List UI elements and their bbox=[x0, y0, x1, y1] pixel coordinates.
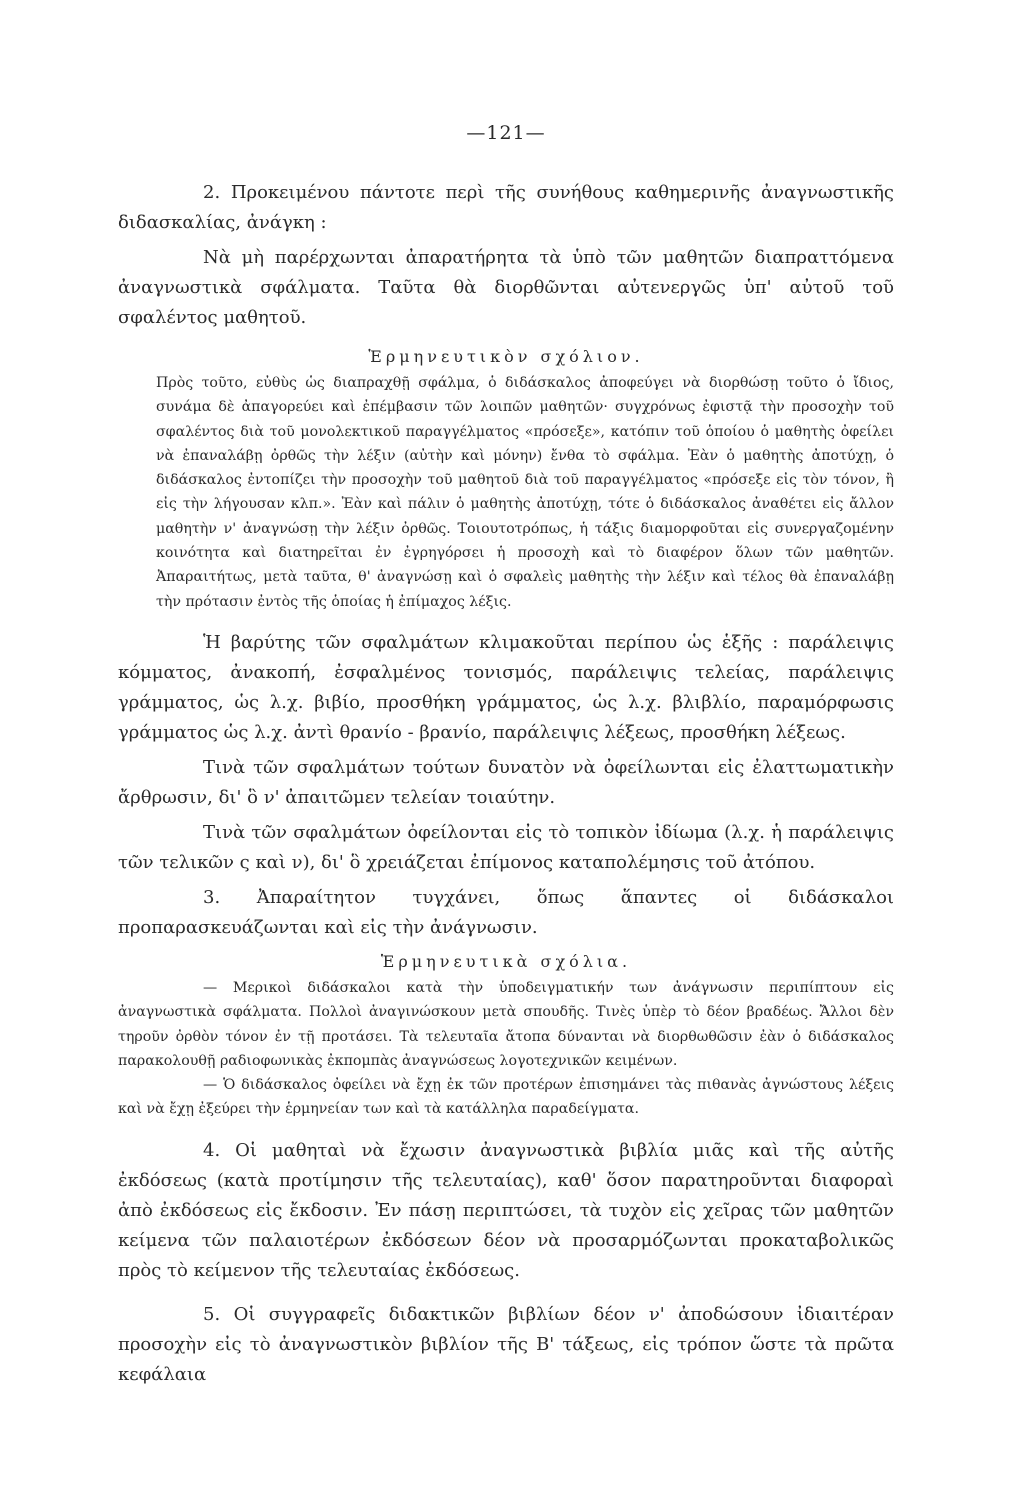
section-5-paragraph: 5. Οἱ συγγραφεῖς διδακτικῶν βιβλίων δέον ν' ἀποδώσουν ἰδιαιτέραν προσοχὴν εἰς τὸ ἀναγνωστικὸν βιβλίον τῆς Β' τάξεως, εἰς τρόπον ὥστε τὰ πρῶτα κεφάλαια bbox=[118, 1303, 894, 1385]
section-4-paragraph: 4. Οἱ μαθηταὶ νὰ ἔχωσιν ἀναγνωστικὰ βιβλία μιᾶς καὶ τῆς αὐτῆς ἐκδόσεως (κατὰ προτίμησιν τῆς τελευταίας), καθ' ὅσον παρατηροῦνται διαφοραὶ ἀπὸ ἐκδόσεως εἰς ἔκδοσιν. Ἐν πάσῃ περιπτώσει, τὰ τυχὸν εἰς χεῖρας τῶν μαθητῶν κείμενα τῶν παλαιοτέρων ἐκδόσεων δέον νὰ προσαρμόζωνται προκαταβολικῶς πρὸς τὸ κείμενον τῆς τελευταίας ἐκδόσεως. bbox=[118, 1139, 894, 1281]
commentary-item-2: — Ὁ διδάσκαλος ὀφείλει νὰ ἔχῃ ἐκ τῶν προτέρων ἐπισημάνει τὰς πιθανὰς ἀγνώστους λέξεις καὶ νὰ ἔχῃ ἐξεύρει τὴν ἑρμηνείαν των καὶ τὰ κατάλληλα παραδείγματα. bbox=[118, 1077, 894, 1118]
articulation-paragraph: Τινὰ τῶν σφαλμάτων τούτων δυνατὸν νὰ ὀφείλωνται εἰς ἐλαττωματικὴν ἄρθρωσιν, δι' ὃ ν' ἀπαιτῶμεν τελείαν τοιαύτην. bbox=[118, 756, 894, 808]
page-number: —121— bbox=[466, 122, 546, 144]
page-body bbox=[118, 178, 894, 1390]
commentary-text: Πρὸς τοῦτο, εὐθὺς ὡς διαπραχθῇ σφάλμα, ὁ διδάσκαλος ἀποφεύγει νὰ διορθώσῃ τοῦτο ὁ ἴδιος, συνάμα δὲ ἀπαγορεύει καὶ ἐπέμβασιν τῶν λοιπῶν μαθητῶν· συγχρόνως ἐφιστᾷ τὴν προσοχὴν τοῦ σφαλέντος διὰ τοῦ μονολεκτικοῦ παραγγέλματος «πρόσεξε», κατόπιν τοῦ ὁποίου ὁ μαθητὴς ὀφείλει νὰ ἐπαναλάβῃ ὀρθῶς τὴν λέξιν (αὐτὴν καὶ μόνην) ἔνθα τὸ σφάλμα. Ἐὰν ὁ μαθητὴς ἀποτύχῃ, ὁ διδάσκαλος ἐντοπίζει τὴν προσοχὴν τοῦ μαθητοῦ διὰ τοῦ παραγγέλματος «πρόσεξε εἰς τὸν τόνον, ἢ εἰς τὴν λήγουσαν κλπ.». Ἐὰν καὶ πάλιν ὁ μαθητὴς ἀποτύχῃ, τότε ὁ διδάσκαλος ἀναθέτει εἰς ἄλλον μαθητὴν ν' ἀναγνώσῃ τὴν λέξιν ὀρθῶς. Τοιουτοτρόπως, ἡ τάξις διαμορφοῦται εἰς συνεργαζομένην κοινότητα καὶ διατηρεῖται ἐν ἐγρηγόρσει ἡ προσοχὴ καὶ τὸ διαφέρον ὅλων τῶν μαθητῶν. Ἀπαραιτήτως, μετὰ ταῦτα, θ' ἀναγνώσῃ καὶ ὁ σφαλεὶς μαθητὴς τὴν λέξιν καὶ τέλος θὰ ἐπαναλάβῃ τὴν πρότασιν ἐντὸς τῆς ὁποίας ἡ ἐπίμαχος λέξις. bbox=[156, 375, 894, 610]
commentary-item-1: — Μερικοὶ διδάσκαλοι κατὰ τὴν ὑποδειγματικήν των ἀνάγνωσιν περιπίπτουν εἰς ἀναγνωστικὰ σφάλματα. Πολλοὶ ἀναγινώσκουν μετὰ σπουδῆς. Τινὲς ὑπὲρ τὸ δέον βραδέως. Ἄλλοι δὲν τηροῦν ὀρθὸν τόνον ἐν τῇ προτάσει. Τὰ τελευταῖα ἄτοπα δύνανται νὰ διορθωθῶσιν ἐὰν ὁ διδάσκαλος παρακολουθῇ ραδιοφωνικὰς ἐκπομπὰς ἀναγνώσεως λογοτεχνικῶν κειμένων. bbox=[118, 979, 894, 1069]
dialect-paragraph: Τινὰ τῶν σφαλμάτων ὀφείλονται εἰς τὸ τοπικὸν ἰδίωμα (λ.χ. ἡ παράλειψις τῶν τελικῶν ς καὶ ν), δι' ὃ χρειάζεται ἐπίμονος καταπολέμησις τοῦ ἀτόπου. bbox=[118, 821, 894, 873]
commentary-heading: Ἑρμηνευτικὸν σχόλιον. bbox=[368, 347, 644, 366]
commentaries-heading: Ἑρμηνευτικὰ σχόλια. bbox=[380, 951, 632, 971]
error-severity-paragraph: Ἡ βαρύτης τῶν σφαλμάτων κλιμακοῦται περίπου ὡς ἑξῆς : παράλειψις κόμματος, ἀνακοπή, ἐσφαλμένος τονισμός, παράλειψις τελείας, παράλειψις γράμματος, ὡς λ.χ. βιβίο, προσθήκη γράμματος, ὡς λ.χ. βλιβλίο, παραμόρφωσις γράμματος ὡς λ.χ. ἀντὶ θρανίο - βρανίο, παράλειψις λέξεως, προσθήκη λέξεως. bbox=[118, 631, 894, 743]
section-3-paragraph: 3. Ἀπαραίτητον τυγχάνει, ὅπως ἅπαντες οἱ διδάσκαλοι προπαρασκευάζωνται καὶ εἰς τὴν ἀνάγνωσιν. bbox=[118, 886, 894, 938]
section-2-intro: 2. Προκειμένου πάντοτε περὶ τῆς συνήθους καθημερινῆς ἀναγνωστικῆς διδασκαλίας, ἀνάγκη : bbox=[118, 182, 894, 233]
section-2-rule: Νὰ μὴ παρέρχωνται ἀπαρατήρητα τὰ ὑπὸ τῶν μαθητῶν διαπραττόμενα ἀναγνωστικὰ σφάλματα. Ταῦτα θὰ διορθῶνται αὐτενεργῶς ὑπ' αὐτοῦ τοῦ σφαλέντος μαθητοῦ. bbox=[118, 247, 894, 328]
